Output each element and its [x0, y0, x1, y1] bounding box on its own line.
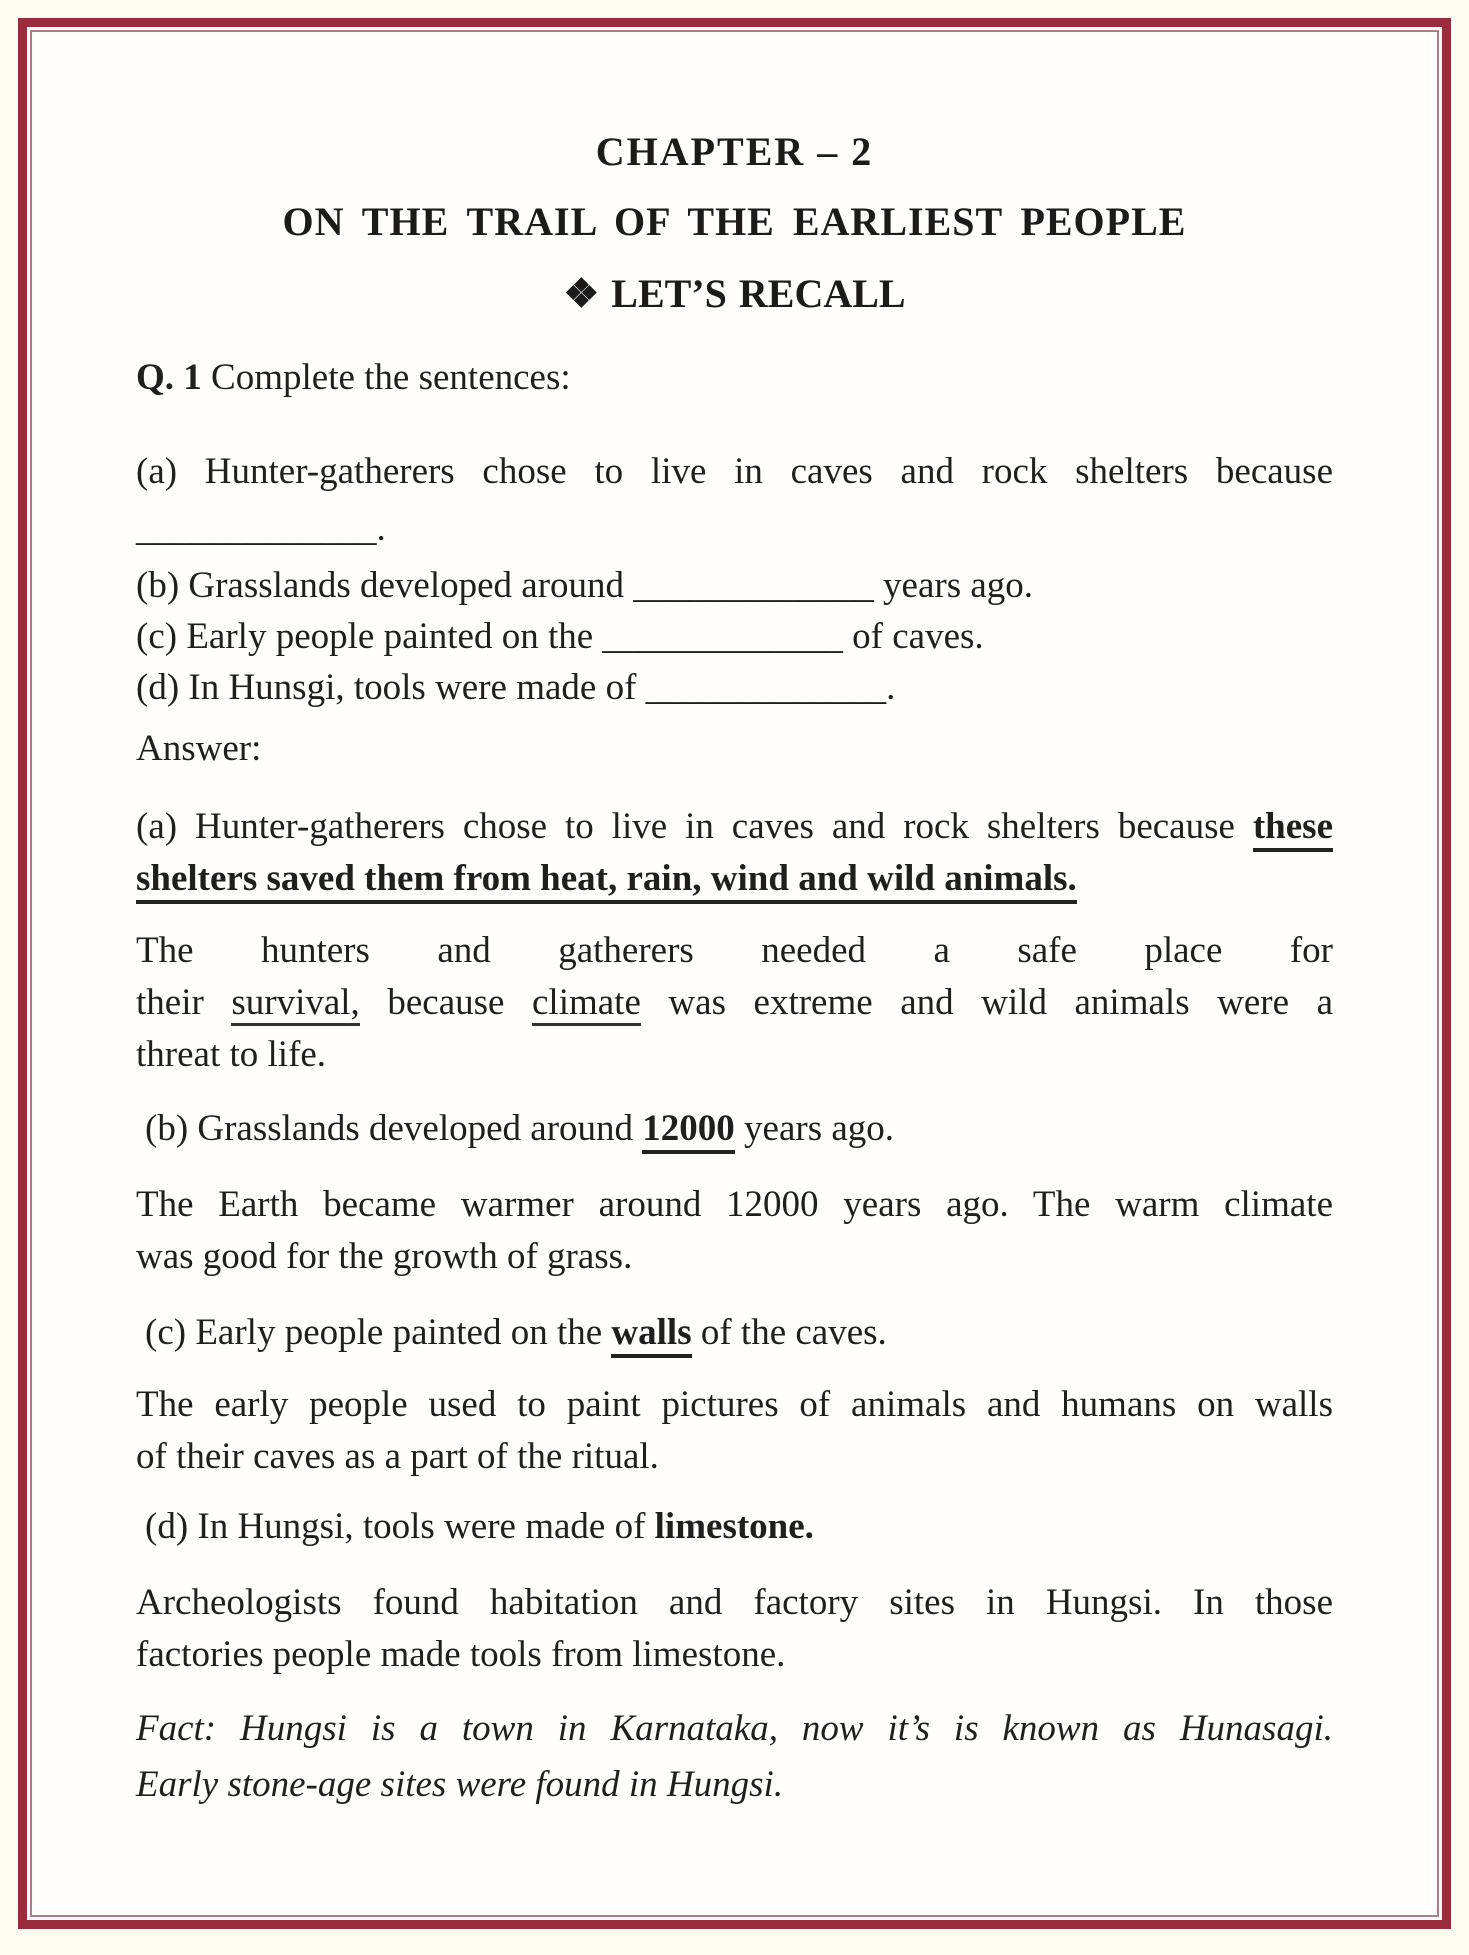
question-item-d: (d) In Hunsgi, tools were made of _____________.	[136, 667, 896, 708]
answer-item-a	[136, 801, 1333, 905]
section-heading	[136, 270, 1333, 318]
fact-line2: Early stone-age sites were found in Hungsi.	[136, 1764, 784, 1805]
explanation-b-line2: was good for the growth of grass.	[136, 1236, 633, 1277]
fact-line1: Fact: Hungsi is a town in Karnataka, now it’s is known as Hunasagi.	[136, 1708, 1333, 1749]
explanation-a-line3: threat to life.	[136, 1034, 327, 1075]
underlined-word-survival: survival,	[231, 982, 359, 1026]
answer-item-d	[136, 1501, 1333, 1553]
answer-a-line1	[136, 801, 1333, 853]
answer-b-explanation	[136, 1179, 1333, 1283]
question-item-a-blank: _____________.	[136, 508, 386, 549]
explanation-a-line1: The hunters and gatherers needed a safe place for	[136, 930, 1333, 971]
answer-c-keyword: walls	[611, 1312, 691, 1358]
diamond-bullet-icon: ❖	[563, 271, 600, 316]
answer-a-line1-text: (a) Hunter-gatherers chose to live in caves and rock shelters because	[136, 806, 1253, 847]
question-intro	[136, 352, 1333, 404]
page-border-inner	[30, 30, 1439, 1917]
fact-note	[136, 1701, 1333, 1813]
answer-a-line2	[136, 853, 1333, 905]
explanation-c-line2: of their caves as a part of the ritual.	[136, 1436, 659, 1477]
section-heading-label: LET’S RECALL	[611, 271, 906, 316]
explanation-d-line2: factories people made tools from limestone.	[136, 1634, 786, 1675]
explanation-a-text: their	[136, 982, 232, 1023]
answer-item-b	[136, 1103, 1333, 1155]
answer-b-keyword: 12000	[642, 1108, 735, 1154]
explanation-b-line1: The Earth became warmer around 12000 years ago. The warm climate	[136, 1184, 1333, 1225]
page-border-outer	[18, 18, 1451, 1929]
answer-d-text: (d) In Hungsi, tools were made of	[145, 1506, 655, 1547]
page-title: ON THE TRAIL OF THE EARLIEST PEOPLE	[282, 199, 1187, 244]
answer-b-text: (b) Grasslands developed around	[145, 1108, 643, 1149]
explanation-a-line2	[136, 977, 1333, 1029]
answer-b-text: years ago.	[734, 1108, 895, 1149]
explanation-a-text: was extreme and wild animals were a	[640, 982, 1333, 1023]
question-number: Q. 1	[136, 357, 202, 398]
question-list	[136, 446, 1333, 713]
question-prompt: Complete the sentences:	[201, 357, 571, 398]
answer-c-explanation	[136, 1379, 1333, 1483]
answer-a-keyword-continued: shelters saved them from heat, rain, wind and wild animals.	[136, 858, 1077, 904]
explanation-a-text: because	[359, 982, 532, 1023]
answer-d-keyword: limestone.	[654, 1506, 814, 1547]
question-item-b: (b) Grasslands developed around _____________ years ago.	[136, 565, 1034, 606]
answer-c-text: (c) Early people painted on the	[145, 1312, 612, 1353]
answer-item-c	[136, 1307, 1333, 1359]
question-item-c: (c) Early people painted on the _____________ of caves.	[136, 616, 984, 657]
explanation-d-line1: Archeologists found habitation and factory sites in Hungsi. In those	[136, 1582, 1333, 1623]
answer-a-keyword: these	[1253, 806, 1333, 852]
question-item-a-line1: (a) Hunter-gatherers chose to live in caves and rock shelters because	[136, 451, 1333, 492]
answer-a-explanation	[136, 925, 1333, 1081]
document-page	[32, 32, 1437, 1813]
chapter-heading: CHAPTER – 2	[595, 129, 874, 174]
answer-label: Answer:	[136, 728, 262, 769]
answer-d-explanation	[136, 1577, 1333, 1681]
answer-c-text: of the caves.	[691, 1312, 887, 1353]
underlined-word-climate: climate	[532, 982, 641, 1026]
explanation-c-line1: The early people used to paint pictures of animals and humans on walls	[136, 1384, 1333, 1425]
